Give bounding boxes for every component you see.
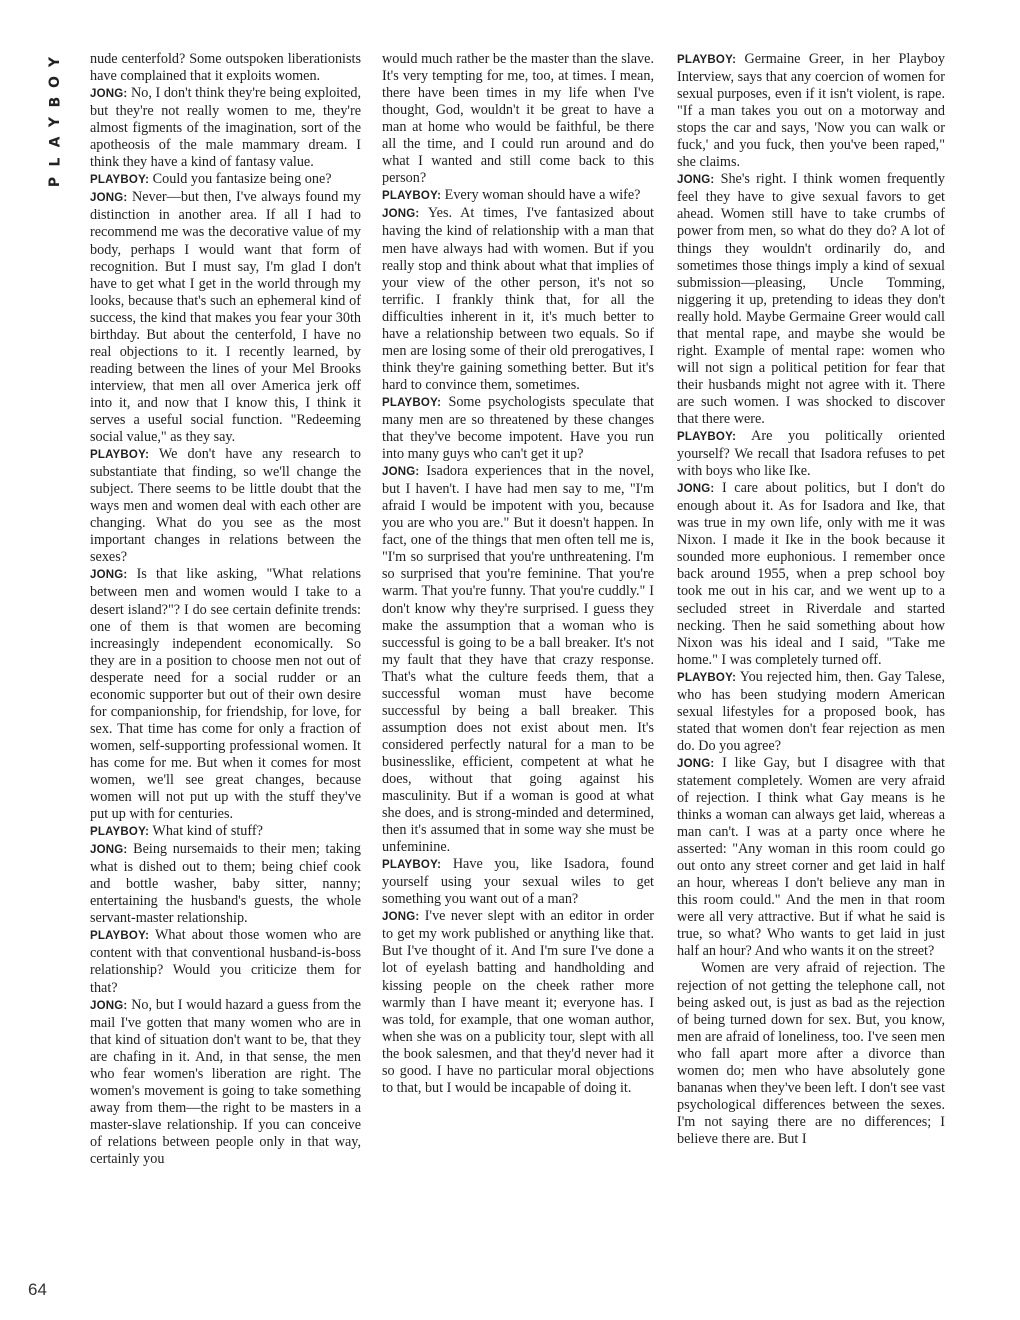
interview-paragraph xyxy=(382,908,654,1097)
masthead-letter: L xyxy=(46,157,63,167)
speaker-label: JONG: xyxy=(677,757,715,770)
speaker-label: PLAYBOY: xyxy=(677,431,737,444)
interview-paragraph xyxy=(382,463,654,856)
interview-paragraph xyxy=(677,755,945,961)
speaker-label: PLAYBOY: xyxy=(677,54,737,66)
interview-paragraph xyxy=(90,446,361,566)
masthead-letter: A xyxy=(47,136,63,148)
interview-paragraph xyxy=(382,394,654,463)
interview-paragraph xyxy=(90,189,361,446)
paragraph-text: You rejected him, then. Gay Talese, who has been studying modern American sexual lifestyles for a proposed book, has stated that women don't fear rejection as men do. Do you agree? xyxy=(677,668,945,754)
masthead-letter: B xyxy=(46,96,63,108)
speaker-label: PLAYBOY: xyxy=(90,930,150,943)
interview-paragraph xyxy=(677,51,945,171)
paragraph-text: What kind of stuff? xyxy=(152,823,263,840)
interview-paragraph xyxy=(677,171,945,428)
interview-paragraph xyxy=(90,566,361,823)
interview-paragraph xyxy=(677,669,945,755)
speaker-label: PLAYBOY: xyxy=(382,190,442,203)
paragraph-text: Is that like asking, "What relations between men and women would I take to a desert island?"? I do see certain definite trends: one of them is that women are becoming increasingly independent economically. So they are in a position to choose men not out of desperate need for a social rudder or an economic supporter but out of their own desire for companionship, for friendship, for love, for sex. That time has come for only a fraction of women, self-supporting professional women. It has come for me. But when it comes for most women, we'll see great changes, because women will not put up with the stuff they've put up with for centuries. xyxy=(90,566,361,823)
paragraph-text: Are you politically oriented yourself? We recall that Isadora refuses to pet with boys who like Ike. xyxy=(677,428,946,480)
speaker-label: PLAYBOY: xyxy=(677,671,737,684)
paragraph-text: nude centerfold? Some outspoken liberationists have complained that it exploits women. xyxy=(90,51,361,85)
speaker-label: JONG: xyxy=(90,192,128,205)
interview-paragraph xyxy=(382,205,654,394)
page-number: 64 xyxy=(28,1280,47,1299)
interview-paragraph xyxy=(677,428,945,480)
speaker-label: PLAYBOY: xyxy=(90,174,150,187)
masthead-letter: P xyxy=(46,176,63,188)
speaker-label: JONG: xyxy=(677,483,715,496)
paragraph-text: Never—but then, I've always found my distinction in another area. If all I had to recommend me was the decorative value of my body, perhaps I would want that form of recognition. But I must say, I'm glad I don't have to get what I get in the world through my looks, because that's such an ephemeral kind of success, the kind that makes you fear your 30th birthday. But about the centerfold, I have no real objections to it. I recently learned, by reading between the lines of your Mel Brooks interview, that men all over America jerk off into it, and now that I know this, I think it serves a useful social function. "Redeeming social value," as they say. xyxy=(90,189,362,446)
interview-paragraph xyxy=(677,480,945,669)
paragraph-text: would much rather be the master than the slave. It's very tempting for me, too, at times. I mean, there have been times in my life when I've thought, God, wouldn't it be great to have a man at home who would be faithful, be there all the time, and I could run around and do what I wanted and still come back to this person? xyxy=(382,51,654,187)
masthead-letter: O xyxy=(47,76,63,88)
speaker-label: JONG: xyxy=(90,999,128,1012)
paragraph-text: Women are very afraid of rejection. The rejection of not getting the telephone call, not being asked out, is just as bad as the rejection of being turned down for sex. But, you know, men are afraid of loneliness, too. I've seen men who fall apart more after a divorce than women do; men who have absolutely gone bananas when they've been left. I don't see vast psychological differences between the sexes. I'm not saying there are no differences; I believe there are. But I xyxy=(677,960,945,1147)
speaker-label: JONG: xyxy=(382,208,420,221)
text-column-3 xyxy=(677,51,945,1148)
paragraph-text: I've never slept with an editor in order to get my work published or anything like that. But I've thought of it. And I'm sure I've done a lot of eyelash batting and handholding and kissing people on the cheek rather more warmly than I have meant it; everyone has. I was told, for example, that one woman author, when she was on a publicity tour, slept with all the book salesmen, and that they'd never had it so good. I have no particular moral objections to that, but I would be incapable of doing it. xyxy=(382,908,655,1096)
speaker-label: JONG: xyxy=(382,911,420,924)
speaker-label: JONG: xyxy=(382,466,420,479)
interview-paragraph xyxy=(382,856,654,908)
paragraph-text: I like Gay, but I disagree with that statement completely. Women are very afraid of rejection. I think what Gay means is he thinks a woman can always get laid, whereas a man can't. I was at a party once where he asserted: "Any woman in this room could go out onto any street corner and get laid in half an hour, whereas I don't believe any man in this room could." And the men in that room were all very attractive. But if what he said is true, so what? Who wants to get laid in just half an hour? And who wants it on the street? xyxy=(677,754,945,960)
text-column-1 xyxy=(90,51,361,1168)
speaker-label: PLAYBOY: xyxy=(90,449,150,462)
paragraph-text: Some psychologists speculate that many men are so threatened by these changes that they've become impotent. Have you run into many guys who can't get it up? xyxy=(382,393,654,463)
text-column-2 xyxy=(382,51,654,1097)
speaker-label: JONG: xyxy=(90,569,128,582)
paragraph-text: What about those women who are content with that conventional husband-is-boss relationship? Would you criticize them for that? xyxy=(90,927,361,996)
paragraph-text: Germaine Greer, in her Playboy Interview, says that any coercion of women for sexual purposes, even if it isn't violent, is rape. "If a man takes you out on a motorway and stops the car and says, 'Now you can walk or fuck,' and you fuck, then you've been raped," she claims. xyxy=(677,51,945,171)
interview-paragraph xyxy=(90,171,361,189)
paragraph-text: Have you, like Isadora, found yourself using your sexual wiles to get something you want out of a man? xyxy=(382,856,654,908)
speaker-label: JONG: xyxy=(677,174,715,187)
paragraph-text: Every woman should have a wife? xyxy=(444,187,641,204)
paragraph-text: No, I don't think they're being exploited, but they're not really women to me, they're almost figments of the imagination, sort of the apotheosis of the male mammary dream. I think they have a kind of fantasy value. xyxy=(90,85,361,171)
paragraph-text: Isadora experiences that in the novel, but I haven't. I have had men say to me, "I'm afraid I would be impotent with you, because you are who you are." But it doesn't happen. In fact, one of the things that men often tell me is, "I'm so surprised that you're unthreatening. I'm so surprised that you're feminine. That you're warm. That you're funny. That you're cuddly." I don't know why they're surprised. I guess they make the assumption that a woman who is successful is going to be a ball breaker. It's not my fault that they have that crazy response. That's what the culture feeds them, that a successful woman must have become successful by being a ball breaker. This assumption does not exist about men. It's considered perfectly natural for a man to be businesslike, efficient, competent at what he does, without that going against his masculinity. But if a woman is good at what she does, and is strong-minded and determined, then it's assumed that in some way she must be unfeminine. xyxy=(382,463,654,856)
interview-paragraph xyxy=(90,927,361,996)
paragraph-text: She's right. I think women frequently feel they have to give sexual favors to get ahead. Women still have to take crumbs of power from men, so what do they do? A lot of things they wouldn't ordinarily do, and sometimes those things imply a kind of sexual submission—pleasing, Uncle Tomming, niggering it up, pretending to ideas they don't really hold. Maybe Germaine Greer would call that mental rape, and maybe she would be right. Example of mental rape: women who will not sign a political petition for fear that their husbands might not agree with it. There are such women. I was shocked to discover that there were. xyxy=(677,171,945,427)
interview-paragraph xyxy=(90,51,361,85)
interview-paragraph xyxy=(677,960,945,1148)
speaker-label: PLAYBOY: xyxy=(90,826,150,839)
interview-paragraph xyxy=(382,51,654,187)
speaker-label: JONG: xyxy=(90,88,128,101)
interview-paragraph xyxy=(90,997,361,1168)
speaker-label: PLAYBOY: xyxy=(382,859,442,872)
interview-paragraph xyxy=(90,85,361,171)
speaker-label: JONG: xyxy=(90,844,128,857)
paragraph-text: Could you fantasize being one? xyxy=(152,171,332,188)
interview-paragraph xyxy=(90,841,361,927)
paragraph-text: No, but I would hazard a guess from the mail I've gotten that many women who are in that kind of situation don't want to be, that they are chafing in it. And, in that sense, the men who fear women's liberation are right. The women's movement is going to take something away from them—the right to be masters in a master-slave relationship. If you can conceive of relations between people only in that way, certainly you xyxy=(90,996,362,1167)
paragraph-text: Yes. At times, I've fantasized about having the kind of relationship with a man that men have always had with women. But if you really stop and think about what that implies of your view of the other person, it's not so terrific. I frankly think that, for all the difficulties inherent in it, it's much better to have a relationship between two equals. So if men are losing some of their old prerogatives, I think they're gaining something better. But it's hard to convince them, sometimes. xyxy=(382,205,654,393)
masthead-letter: Y xyxy=(46,116,63,128)
interview-paragraph xyxy=(382,187,654,205)
paragraph-text: I care about politics, but I don't do enough about it. As for Isadora and Ike, that was true in my own life, only with me it was Nixon. I made it Ike in the book because it sounded more euphonious. I remember once back around 1955, when a prep school boy took me out in his car, and we went up to a secluded street in Riverdale and started necking. Then he said something about how Nixon was his ideal and I said, "Take me home." I was completely turned off. xyxy=(677,480,945,668)
paragraph-text: Being nursemaids to their men; taking what is dished out to them; being chief cook and bottle washer, baby sitter, nanny; entertaining the husband's guests, the whole servant-master relationship. xyxy=(90,841,362,927)
speaker-label: PLAYBOY: xyxy=(382,396,442,409)
paragraph-text: We don't have any research to substantiate that finding, so we'll change the subject. There seems to be little doubt that the ways men and women deal with each other are changing. What do you see as the most important changes in relations between the sexes? xyxy=(90,446,362,566)
masthead-letter: Y xyxy=(46,56,63,68)
interview-paragraph xyxy=(90,823,361,841)
masthead xyxy=(30,52,80,202)
